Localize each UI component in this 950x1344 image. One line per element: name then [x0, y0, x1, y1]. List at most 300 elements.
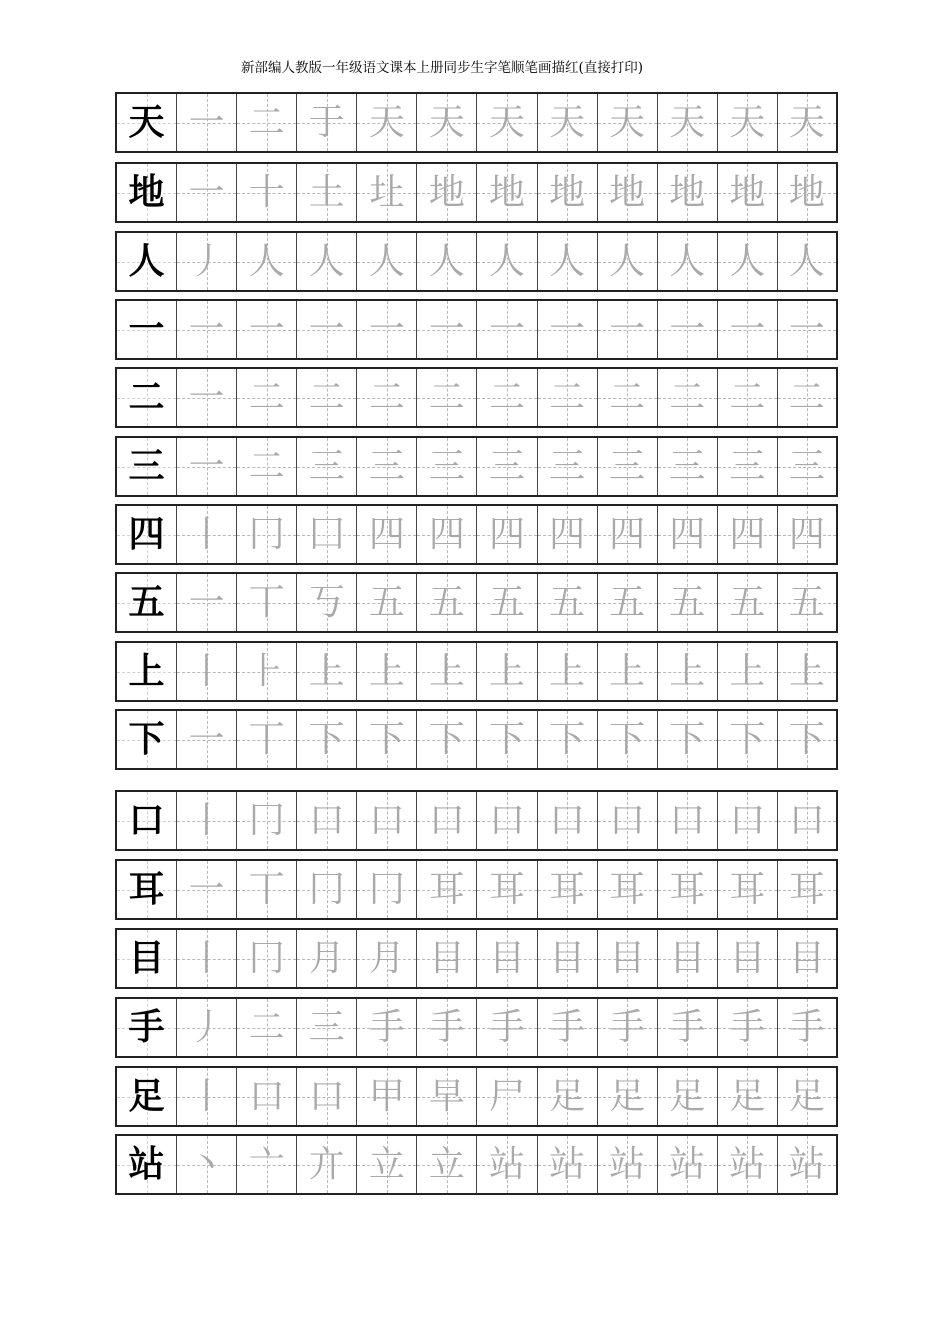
- trace-character: ⺊: [248, 650, 285, 692]
- trace-cell: [177, 506, 237, 563]
- trace-character: 丅: [248, 581, 285, 623]
- trace-cell: [778, 574, 836, 631]
- trace-character: 四: [669, 513, 706, 555]
- trace-character: 四: [549, 513, 586, 555]
- trace-character: 足: [788, 1075, 825, 1117]
- practice-row: [115, 709, 838, 770]
- trace-cell: [718, 930, 778, 987]
- practice-row: [115, 1134, 838, 1195]
- trace-character: 一: [489, 308, 526, 350]
- practice-row: [115, 504, 838, 565]
- trace-cell: [357, 94, 417, 151]
- trace-cell: [357, 301, 417, 358]
- trace-cell: [297, 301, 357, 358]
- trace-cell: [177, 438, 237, 495]
- trace-cell: [417, 930, 477, 987]
- trace-cell: [658, 711, 718, 768]
- trace-cell: [237, 999, 297, 1056]
- trace-cell: [778, 438, 836, 495]
- trace-character: 人: [428, 240, 465, 282]
- model-cell: [117, 1136, 177, 1193]
- trace-character: 耳: [669, 868, 706, 910]
- trace-character: 口: [609, 799, 646, 841]
- trace-character: 人: [308, 240, 345, 282]
- trace-character: 一: [188, 376, 225, 418]
- trace-cell: [538, 999, 598, 1056]
- trace-cell: [477, 861, 537, 918]
- trace-character: 一: [188, 171, 225, 213]
- trace-character: 十: [248, 171, 285, 213]
- trace-character: 五: [729, 581, 766, 623]
- trace-character: 天: [609, 101, 646, 143]
- trace-character: 二: [489, 376, 526, 418]
- trace-cell: [357, 369, 417, 426]
- model-character: 下: [128, 718, 165, 760]
- trace-character: 口: [729, 799, 766, 841]
- trace-character: 口: [308, 1075, 345, 1117]
- model-character: 五: [128, 581, 165, 623]
- trace-cell: [237, 1068, 297, 1125]
- trace-character: 二: [248, 445, 285, 487]
- trace-cell: [598, 861, 658, 918]
- trace-cell: [237, 506, 297, 563]
- trace-cell: [598, 999, 658, 1056]
- model-character: 口: [128, 799, 165, 841]
- trace-cell: [237, 643, 297, 700]
- trace-cell: [357, 1068, 417, 1125]
- trace-character: 丿: [188, 1006, 225, 1048]
- trace-character: 五: [669, 581, 706, 623]
- trace-cell: [718, 506, 778, 563]
- trace-cell: [718, 1068, 778, 1125]
- trace-cell: [778, 711, 836, 768]
- trace-character: 一: [609, 308, 646, 350]
- trace-cell: [538, 711, 598, 768]
- model-character: 四: [128, 513, 165, 555]
- trace-cell: [177, 94, 237, 151]
- trace-character: 目: [428, 937, 465, 979]
- trace-character: 站: [788, 1143, 825, 1185]
- trace-cell: [718, 233, 778, 290]
- trace-cell: [237, 164, 297, 221]
- trace-cell: [658, 438, 718, 495]
- trace-character: 天: [788, 101, 825, 143]
- trace-character: 天: [489, 101, 526, 143]
- trace-cell: [297, 164, 357, 221]
- trace-cell: [417, 233, 477, 290]
- trace-character: 地: [788, 171, 825, 213]
- trace-cell: [297, 369, 357, 426]
- trace-cell: [778, 1068, 836, 1125]
- trace-character: 四: [609, 513, 646, 555]
- trace-cell: [718, 861, 778, 918]
- trace-cell: [297, 574, 357, 631]
- trace-cell: [658, 792, 718, 849]
- trace-cell: [538, 94, 598, 151]
- trace-cell: [477, 1068, 537, 1125]
- trace-cell: [658, 861, 718, 918]
- trace-character: 丿: [188, 240, 225, 282]
- trace-character: 冂: [308, 868, 345, 910]
- trace-cell: [177, 643, 237, 700]
- trace-character: 亠: [248, 1143, 285, 1185]
- trace-character: 丅: [248, 868, 285, 910]
- trace-character: 丨: [188, 513, 225, 555]
- trace-cell: [297, 999, 357, 1056]
- trace-cell: [357, 861, 417, 918]
- page-title: 新部编人教版一年级语文课本上册同步生字笔顺笔画描红(直接打印): [240, 60, 644, 76]
- trace-cell: [297, 233, 357, 290]
- trace-character: 地: [428, 171, 465, 213]
- trace-character: 三: [308, 445, 345, 487]
- trace-cell: [538, 301, 598, 358]
- model-character: 足: [128, 1075, 165, 1117]
- trace-character: 月: [308, 937, 345, 979]
- trace-character: 一: [188, 445, 225, 487]
- trace-character: 口: [489, 799, 526, 841]
- trace-character: 二: [729, 376, 766, 418]
- trace-cell: [538, 574, 598, 631]
- trace-cell: [778, 643, 836, 700]
- practice-row: [115, 92, 838, 153]
- trace-character: 站: [669, 1143, 706, 1185]
- trace-cell: [417, 711, 477, 768]
- trace-cell: [718, 301, 778, 358]
- trace-character: 亣: [308, 1143, 345, 1185]
- trace-cell: [778, 792, 836, 849]
- trace-character: 二: [308, 376, 345, 418]
- trace-cell: [718, 643, 778, 700]
- trace-cell: [598, 792, 658, 849]
- trace-cell: [718, 438, 778, 495]
- model-character: 天: [128, 101, 165, 143]
- practice-row: [115, 436, 838, 497]
- trace-character: 足: [609, 1075, 646, 1117]
- trace-character: 下: [549, 718, 586, 760]
- trace-character: 冂: [248, 513, 285, 555]
- trace-character: 目: [729, 937, 766, 979]
- trace-character: 站: [549, 1143, 586, 1185]
- model-character: 二: [128, 376, 165, 418]
- trace-cell: [477, 506, 537, 563]
- trace-character: 四: [729, 513, 766, 555]
- trace-character: 地: [609, 171, 646, 213]
- trace-cell: [177, 574, 237, 631]
- trace-character: 耳: [428, 868, 465, 910]
- trace-cell: [598, 301, 658, 358]
- trace-character: 目: [609, 937, 646, 979]
- trace-cell: [237, 711, 297, 768]
- trace-cell: [778, 1136, 836, 1193]
- trace-character: 一: [188, 101, 225, 143]
- trace-cell: [237, 1136, 297, 1193]
- trace-cell: [778, 233, 836, 290]
- trace-cell: [778, 301, 836, 358]
- model-cell: [117, 930, 177, 987]
- trace-character: 站: [729, 1143, 766, 1185]
- trace-cell: [477, 301, 537, 358]
- trace-cell: [237, 574, 297, 631]
- trace-cell: [778, 506, 836, 563]
- trace-cell: [177, 1068, 237, 1125]
- trace-character: 手: [368, 1006, 405, 1048]
- trace-character: 三: [368, 445, 405, 487]
- trace-cell: [598, 94, 658, 151]
- trace-character: 上: [489, 650, 526, 692]
- trace-character: 二: [248, 376, 285, 418]
- trace-character: 手: [549, 1006, 586, 1048]
- trace-cell: [658, 574, 718, 631]
- trace-character: 于: [308, 101, 345, 143]
- trace-cell: [417, 506, 477, 563]
- trace-cell: [778, 164, 836, 221]
- trace-character: 耳: [549, 868, 586, 910]
- trace-cell: [538, 164, 598, 221]
- trace-character: 三: [428, 445, 465, 487]
- trace-character: 二: [669, 376, 706, 418]
- model-cell: [117, 506, 177, 563]
- model-cell: [117, 233, 177, 290]
- trace-cell: [357, 233, 417, 290]
- trace-cell: [177, 930, 237, 987]
- trace-character: 三: [308, 1006, 345, 1048]
- model-character: 上: [128, 650, 165, 692]
- model-cell: [117, 369, 177, 426]
- trace-character: 口: [248, 1075, 285, 1117]
- trace-character: 人: [248, 240, 285, 282]
- trace-character: 足: [729, 1075, 766, 1117]
- trace-character: 二: [609, 376, 646, 418]
- practice-row: [115, 572, 838, 633]
- trace-character: 上: [788, 650, 825, 692]
- trace-character: 三: [788, 445, 825, 487]
- trace-cell: [538, 861, 598, 918]
- trace-character: 天: [368, 101, 405, 143]
- trace-cell: [598, 711, 658, 768]
- trace-character: 四: [368, 513, 405, 555]
- trace-character: 目: [788, 937, 825, 979]
- trace-character: 足: [549, 1075, 586, 1117]
- model-cell: [117, 999, 177, 1056]
- trace-cell: [538, 506, 598, 563]
- trace-character: 丂: [308, 581, 345, 623]
- trace-character: 口: [308, 799, 345, 841]
- model-character: 目: [128, 937, 165, 979]
- trace-cell: [598, 643, 658, 700]
- trace-character: 二: [368, 376, 405, 418]
- trace-cell: [417, 438, 477, 495]
- trace-cell: [718, 711, 778, 768]
- trace-character: 四: [428, 513, 465, 555]
- trace-cell: [297, 438, 357, 495]
- trace-character: 丨: [188, 937, 225, 979]
- trace-character: 冂: [368, 868, 405, 910]
- practice-row: [115, 641, 838, 702]
- trace-character: 丨: [188, 1075, 225, 1117]
- model-cell: [117, 792, 177, 849]
- trace-character: 口: [428, 799, 465, 841]
- trace-cell: [237, 438, 297, 495]
- model-cell: [117, 574, 177, 631]
- model-character: 一: [128, 308, 165, 350]
- model-cell: [117, 438, 177, 495]
- model-cell: [117, 164, 177, 221]
- trace-cell: [417, 999, 477, 1056]
- trace-character: 下: [368, 718, 405, 760]
- trace-character: 足: [669, 1075, 706, 1117]
- trace-character: 五: [489, 581, 526, 623]
- trace-cell: [658, 94, 718, 151]
- trace-cell: [417, 369, 477, 426]
- trace-character: 尸: [489, 1075, 526, 1117]
- trace-cell: [357, 792, 417, 849]
- trace-cell: [177, 369, 237, 426]
- trace-cell: [477, 438, 537, 495]
- trace-cell: [538, 792, 598, 849]
- practice-row: [115, 367, 838, 428]
- trace-character: 手: [669, 1006, 706, 1048]
- trace-character: 圵: [368, 171, 405, 213]
- trace-cell: [658, 643, 718, 700]
- practice-row: [115, 997, 838, 1058]
- trace-character: 五: [428, 581, 465, 623]
- trace-character: 口: [788, 799, 825, 841]
- trace-cell: [538, 930, 598, 987]
- trace-cell: [538, 233, 598, 290]
- practice-row: [115, 790, 838, 851]
- trace-character: 二: [788, 376, 825, 418]
- trace-character: 冂: [248, 937, 285, 979]
- trace-character: 人: [489, 240, 526, 282]
- trace-cell: [718, 1136, 778, 1193]
- trace-cell: [477, 711, 537, 768]
- trace-cell: [598, 1068, 658, 1125]
- model-character: 耳: [128, 868, 165, 910]
- trace-cell: [357, 164, 417, 221]
- trace-character: 一: [188, 581, 225, 623]
- model-cell: [117, 94, 177, 151]
- trace-character: 天: [549, 101, 586, 143]
- trace-cell: [417, 1068, 477, 1125]
- trace-cell: [297, 643, 357, 700]
- trace-cell: [297, 861, 357, 918]
- trace-cell: [297, 506, 357, 563]
- trace-character: 目: [669, 937, 706, 979]
- trace-cell: [778, 930, 836, 987]
- trace-character: 囗: [308, 513, 345, 555]
- trace-character: 耳: [729, 868, 766, 910]
- trace-cell: [417, 94, 477, 151]
- trace-cell: [477, 369, 537, 426]
- trace-character: 一: [788, 308, 825, 350]
- trace-character: 丨: [188, 650, 225, 692]
- trace-cell: [718, 94, 778, 151]
- trace-cell: [237, 861, 297, 918]
- trace-character: 天: [669, 101, 706, 143]
- trace-cell: [477, 999, 537, 1056]
- trace-cell: [658, 930, 718, 987]
- trace-cell: [598, 506, 658, 563]
- trace-cell: [778, 861, 836, 918]
- trace-character: 一: [669, 308, 706, 350]
- trace-character: 地: [669, 171, 706, 213]
- trace-cell: [297, 1068, 357, 1125]
- trace-cell: [477, 643, 537, 700]
- trace-character: 人: [729, 240, 766, 282]
- trace-cell: [357, 999, 417, 1056]
- trace-character: 二: [428, 376, 465, 418]
- trace-cell: [177, 792, 237, 849]
- trace-cell: [477, 164, 537, 221]
- trace-cell: [598, 369, 658, 426]
- trace-cell: [177, 711, 237, 768]
- trace-character: 地: [729, 171, 766, 213]
- trace-character: 口: [669, 799, 706, 841]
- trace-cell: [357, 1136, 417, 1193]
- trace-character: 一: [248, 308, 285, 350]
- trace-cell: [477, 233, 537, 290]
- trace-character: 下: [669, 718, 706, 760]
- trace-cell: [297, 94, 357, 151]
- trace-character: 五: [368, 581, 405, 623]
- trace-character: 人: [609, 240, 646, 282]
- model-character: 站: [128, 1143, 165, 1185]
- trace-character: 地: [489, 171, 526, 213]
- trace-character: 五: [788, 581, 825, 623]
- trace-cell: [417, 574, 477, 631]
- trace-character: 一: [428, 308, 465, 350]
- trace-character: 甲: [368, 1075, 405, 1117]
- trace-cell: [477, 792, 537, 849]
- trace-character: 耳: [609, 868, 646, 910]
- trace-cell: [778, 999, 836, 1056]
- trace-character: 天: [428, 101, 465, 143]
- trace-cell: [718, 999, 778, 1056]
- trace-character: 二: [549, 376, 586, 418]
- trace-character: 站: [609, 1143, 646, 1185]
- trace-character: 二: [248, 101, 285, 143]
- trace-character: 下: [428, 718, 465, 760]
- trace-character: 上: [549, 650, 586, 692]
- trace-cell: [778, 94, 836, 151]
- model-character: 地: [128, 171, 165, 213]
- trace-character: 立: [368, 1143, 405, 1185]
- trace-character: 口: [368, 799, 405, 841]
- practice-row: [115, 162, 838, 223]
- trace-cell: [658, 164, 718, 221]
- trace-character: 上: [729, 650, 766, 692]
- trace-cell: [658, 369, 718, 426]
- trace-cell: [237, 233, 297, 290]
- trace-cell: [538, 1068, 598, 1125]
- trace-character: 人: [669, 240, 706, 282]
- trace-character: 一: [188, 868, 225, 910]
- trace-cell: [658, 1136, 718, 1193]
- trace-character: 三: [489, 445, 526, 487]
- trace-cell: [177, 999, 237, 1056]
- trace-character: 手: [428, 1006, 465, 1048]
- trace-character: 站: [489, 1143, 526, 1185]
- trace-cell: [598, 164, 658, 221]
- trace-character: 目: [549, 937, 586, 979]
- trace-cell: [357, 930, 417, 987]
- model-cell: [117, 301, 177, 358]
- trace-character: 丨: [188, 799, 225, 841]
- trace-cell: [177, 301, 237, 358]
- trace-character: 人: [549, 240, 586, 282]
- trace-character: 早: [428, 1075, 465, 1117]
- trace-cell: [718, 369, 778, 426]
